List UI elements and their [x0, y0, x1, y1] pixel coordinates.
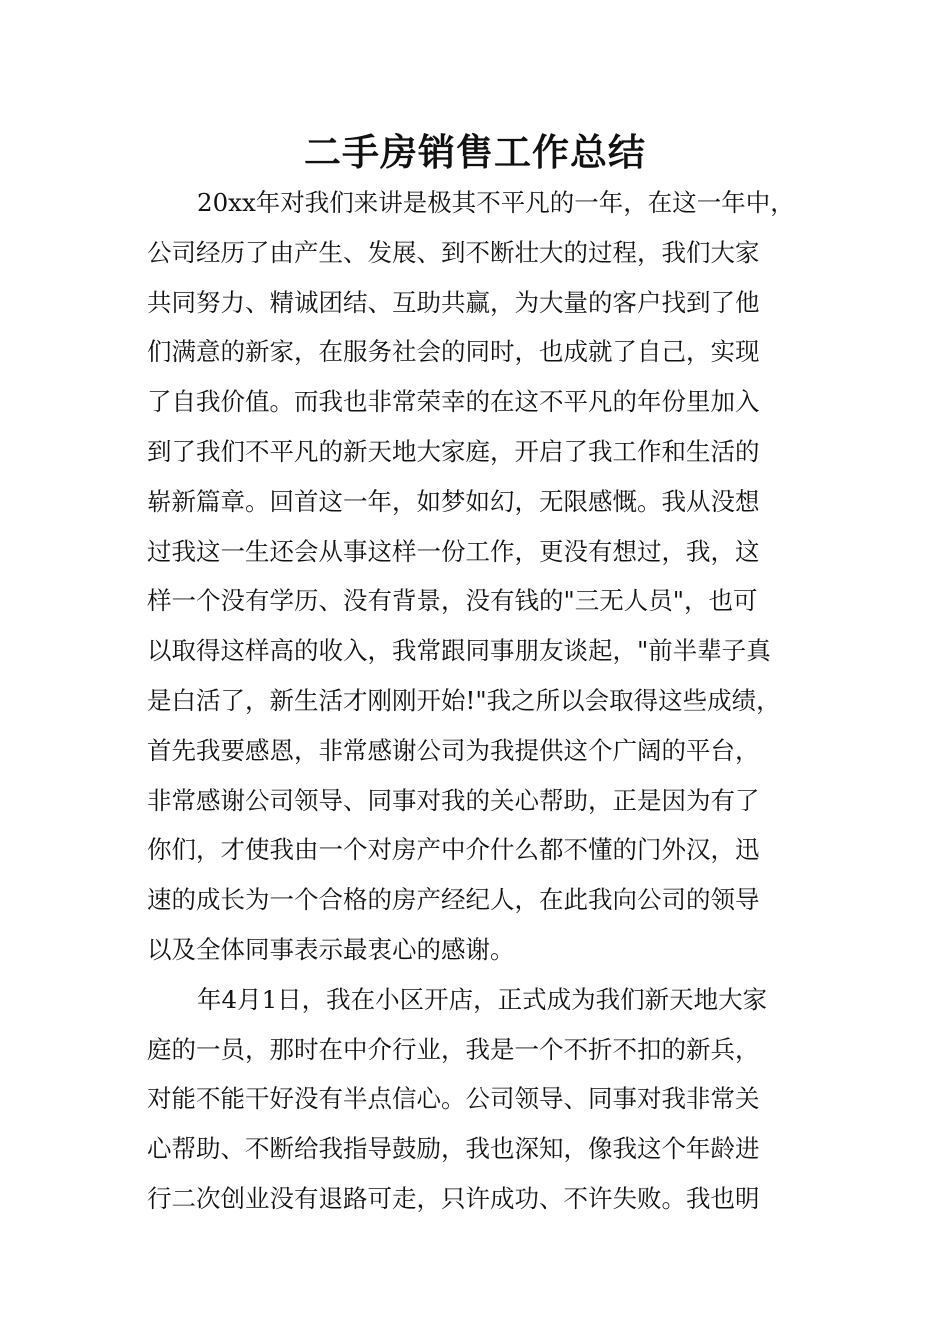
paragraph-line: 崭新篇章。回首这一年，如梦如幻，无限感慨。我从没想 [147, 486, 760, 516]
paragraph-line: 心帮助、不断给我指导鼓励，我也深知，像我这个年龄进 [147, 1134, 760, 1164]
paragraph-line: 庭的一员，那时在中介行业，我是一个不折不扣的新兵， [147, 1034, 760, 1064]
paragraph-line: 年4月1日，我在小区开店，正式成为我们新天地大家 [197, 984, 768, 1014]
paragraph-line: 对能不能干好没有半点信心。公司领导、同事对我非常关 [147, 1084, 760, 1114]
paragraph-line: 过我这一生还会从事这样一份工作，更没有想过，我，这 [147, 536, 760, 566]
paragraph-line: 们满意的新家，在服务社会的同时，也成就了自己，实现 [147, 337, 760, 367]
paragraph-line: 20xx年对我们来讲是极其不平凡的一年，在这一年中， [197, 188, 795, 217]
paragraph-line: 共同努力、精诚团结、互助共赢，为大量的客户找到了他 [147, 287, 760, 317]
paragraph-line: 是白活了，新生活才刚刚开始!"我之所以会取得这些成绩， [147, 685, 781, 715]
paragraph-line: 你们，才使我由一个对房产中介什么都不懂的门外汉，迅 [147, 835, 760, 865]
document-title: 二手房销售工作总结 [304, 130, 646, 174]
paragraph-line: 了自我价值。而我也非常荣幸的在这不平凡的年份里加入 [147, 387, 760, 417]
paragraph-line: 以及全体同事表示最衷心的感谢。 [147, 934, 515, 964]
paragraph-line: 以取得这样高的收入，我常跟同事朋友谈起，"前半辈子真 [147, 636, 771, 666]
paragraph-line: 首先我要感恩，非常感谢公司为我提供这个广阔的平台， [147, 735, 760, 765]
document-body [147, 178, 837, 1224]
paragraph-line: 公司经历了由产生、发展、到不断壮大的过程，我们大家 [147, 237, 760, 267]
paragraph-line: 到了我们不平凡的新天地大家庭，开启了我工作和生活的 [147, 436, 760, 466]
paragraph-line: 行二次创业没有退路可走，只许成功、不许失败。我也明 [147, 1183, 760, 1213]
paragraph-line: 速的成长为一个合格的房产经纪人，在此我向公司的领导 [147, 885, 760, 915]
paragraph-line: 非常感谢公司领导、同事对我的关心帮助，正是因为有了 [147, 785, 760, 815]
paragraph-line: 样一个没有学历、没有背景，没有钱的"三无人员"，也可 [147, 586, 758, 616]
